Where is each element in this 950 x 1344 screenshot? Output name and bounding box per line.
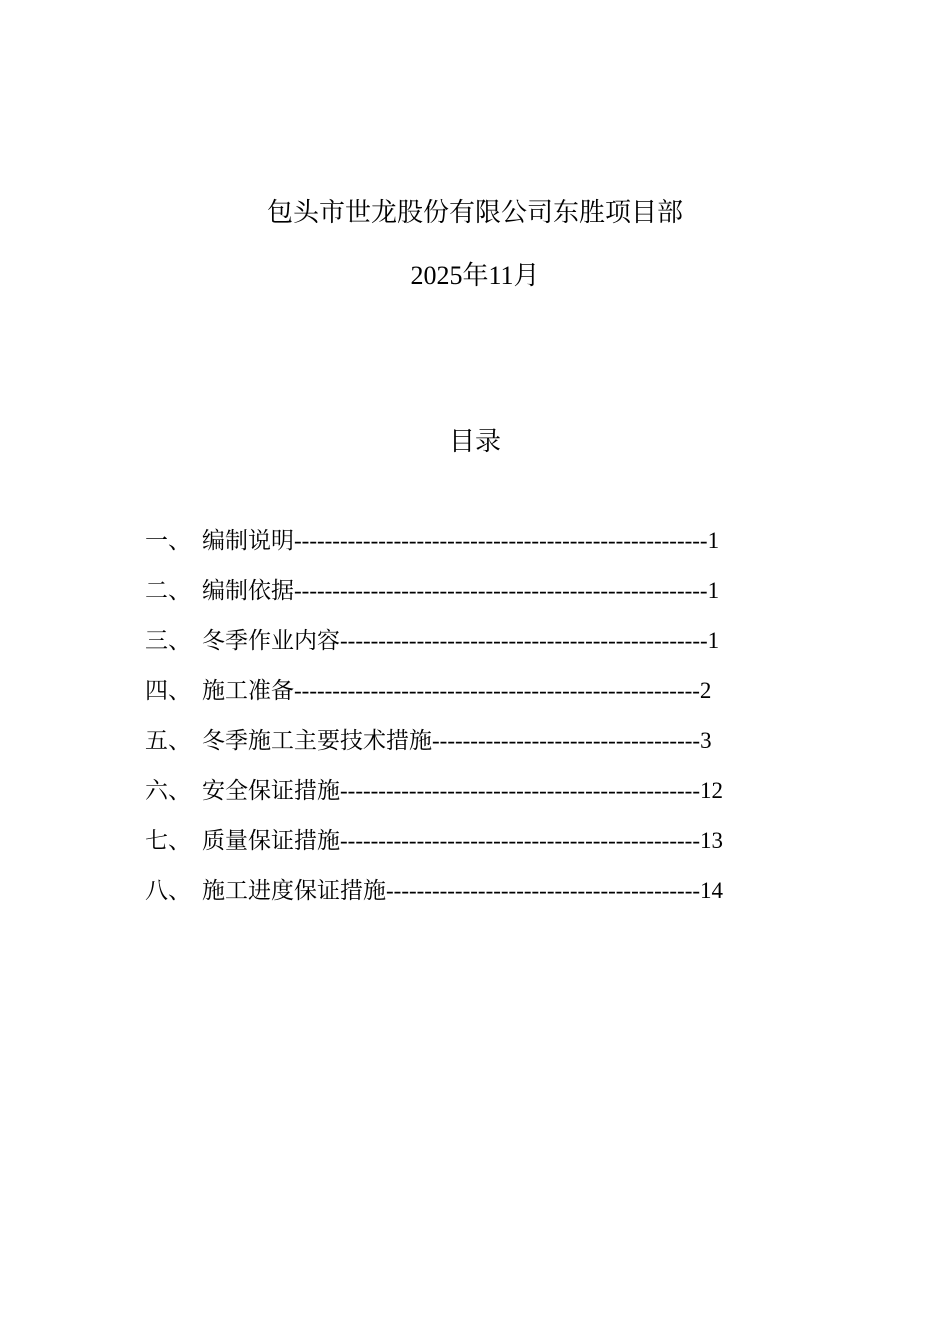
toc-title: 目录 — [448, 427, 501, 456]
toc-item-7[interactable] — [145, 826, 825, 876]
toc-item-2[interactable] — [145, 576, 825, 626]
toc-item-3[interactable] — [145, 626, 825, 676]
toc-item-number: 八、 — [145, 878, 191, 903]
toc-item-entry: 冬季施工主要技术措施-----------------------------------3 — [202, 728, 712, 753]
toc-item-number: 一、 — [145, 528, 191, 553]
table-of-contents — [145, 526, 825, 926]
toc-item-4[interactable] — [145, 676, 825, 726]
toc-item-entry: 编制说明------------------------------------------------------1 — [202, 528, 720, 553]
toc-item-6[interactable] — [145, 776, 825, 826]
toc-item-entry: 质量保证措施-----------------------------------------------13 — [202, 828, 723, 853]
toc-item-number: 六、 — [145, 778, 191, 803]
toc-item-entry: 冬季作业内容------------------------------------------------1 — [202, 628, 720, 653]
toc-item-number: 四、 — [145, 678, 191, 703]
toc-item-number: 二、 — [145, 578, 191, 603]
toc-item-8[interactable] — [145, 876, 825, 926]
toc-item-number: 三、 — [145, 628, 191, 653]
toc-item-1[interactable] — [145, 526, 825, 576]
toc-item-number: 七、 — [145, 828, 191, 853]
toc-item-entry: 编制依据------------------------------------------------------1 — [202, 578, 720, 603]
toc-item-entry: 施工进度保证措施-----------------------------------------14 — [202, 878, 724, 903]
toc-item-entry: 安全保证措施-----------------------------------------------12 — [202, 778, 723, 803]
company-name: 包头市世龙股份有限公司东胜项目部 — [266, 198, 683, 227]
toc-item-number: 五、 — [145, 728, 191, 753]
document-date: 2025年11月 — [410, 261, 540, 290]
toc-item-entry: 施工准备-----------------------------------------------------2 — [202, 678, 712, 703]
toc-item-5[interactable] — [145, 726, 825, 776]
